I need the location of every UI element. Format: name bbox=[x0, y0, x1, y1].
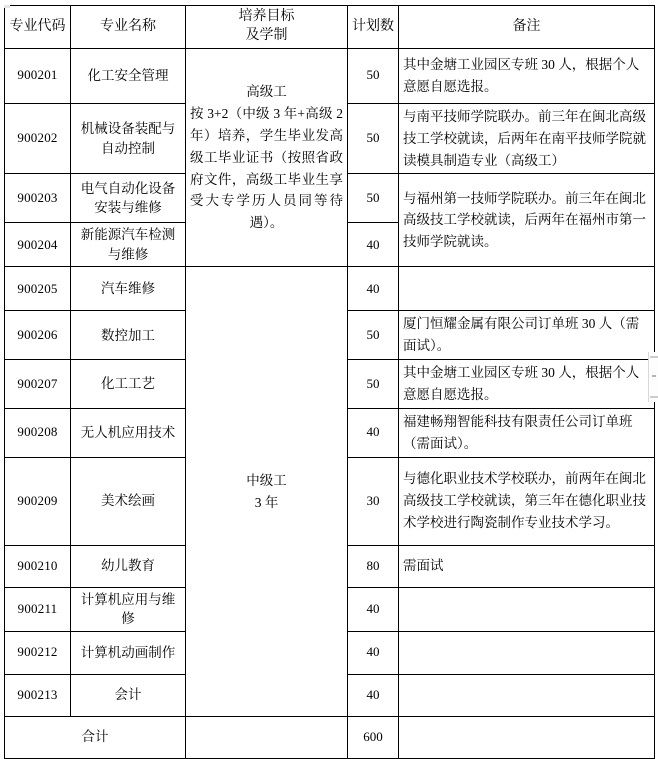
cell-name: 新能源汽车检测与维修 bbox=[71, 223, 186, 267]
table-body bbox=[5, 48, 655, 758]
cell-code: 900201 bbox=[5, 48, 71, 103]
cell-code: 900208 bbox=[5, 408, 71, 457]
goal-intermediate-duration: 3 年 bbox=[254, 494, 279, 510]
cell-remark: 厦门恒耀金属有限公司订单班 30 人（需面试）。 bbox=[399, 311, 655, 360]
cell-code: 900204 bbox=[5, 223, 71, 267]
cell-goal-intermediate bbox=[186, 267, 348, 716]
scrollbar-track-top bbox=[650, 356, 658, 358]
cell-name: 幼儿教育 bbox=[71, 545, 186, 587]
table-header bbox=[5, 6, 655, 49]
scrollbar-track-bottom bbox=[650, 396, 658, 398]
cell-remark: 与福州第一技师学院联办。前三年在闽北高级技工学校就读，后两年在福州市第一技师学院就读。 bbox=[399, 174, 655, 267]
total-goal bbox=[186, 716, 348, 758]
goal-senior-title: 高级工 bbox=[246, 84, 287, 100]
cell-code: 900205 bbox=[5, 267, 71, 311]
cell-name: 计算机应用与维修 bbox=[71, 587, 186, 631]
cell-name: 电气自动化设备安装与维修 bbox=[71, 174, 186, 223]
cell-code: 900213 bbox=[5, 674, 71, 716]
cell-code: 900210 bbox=[5, 545, 71, 587]
cell-name: 美术绘画 bbox=[71, 457, 186, 545]
cell-plan: 50 bbox=[348, 174, 399, 223]
cell-code: 900212 bbox=[5, 631, 71, 674]
column-header-code: 专业代码 bbox=[5, 6, 71, 49]
cell-plan: 40 bbox=[348, 408, 399, 457]
cell-code: 900211 bbox=[5, 587, 71, 631]
column-header-name: 专业名称 bbox=[71, 6, 186, 49]
scrollbar-artifact[interactable] bbox=[648, 352, 658, 402]
cell-name: 计算机动画制作 bbox=[71, 631, 186, 674]
header-row bbox=[5, 6, 655, 49]
total-remark bbox=[399, 716, 655, 758]
cell-plan: 40 bbox=[348, 674, 399, 716]
cell-name: 化工工艺 bbox=[71, 360, 186, 409]
scrollbar-thumb[interactable] bbox=[652, 375, 656, 377]
column-header-goal-line1: 培养目标 bbox=[238, 9, 295, 24]
cell-name: 机械设备装配与自动控制 bbox=[71, 103, 186, 174]
cell-plan: 40 bbox=[348, 631, 399, 674]
cell-remark: 福建畅翔智能科技有限责任公司订单班（需面试）。 bbox=[399, 408, 655, 457]
enrollment-plan-table bbox=[4, 5, 655, 759]
cell-plan: 30 bbox=[348, 457, 399, 545]
table-row bbox=[5, 48, 655, 103]
cell-remark: 需面试 bbox=[399, 545, 655, 587]
column-header-goal-line2: 及学制 bbox=[245, 27, 288, 43]
cell-code: 900206 bbox=[5, 311, 71, 360]
cell-plan: 50 bbox=[348, 311, 399, 360]
cell-name: 化工安全管理 bbox=[71, 48, 186, 103]
cell-goal-senior bbox=[186, 48, 348, 267]
cell-code: 900209 bbox=[5, 457, 71, 545]
cell-remark bbox=[399, 674, 655, 716]
cell-plan: 80 bbox=[348, 545, 399, 587]
cell-remark bbox=[399, 267, 655, 311]
cell-code: 900202 bbox=[5, 103, 71, 174]
cell-remark: 其中金塘工业园区专班 30 人，根据个人意愿自愿选报。 bbox=[399, 360, 655, 409]
cell-name: 无人机应用技术 bbox=[71, 408, 186, 457]
cell-plan: 40 bbox=[348, 587, 399, 631]
cell-remark bbox=[399, 631, 655, 674]
cell-plan: 50 bbox=[348, 103, 399, 174]
total-label: 合计 bbox=[5, 716, 186, 758]
cell-remark: 其中金塘工业园区专班 30 人，根据个人意愿自愿选报。 bbox=[399, 48, 655, 103]
cell-name: 数控加工 bbox=[71, 311, 186, 360]
cell-code: 900203 bbox=[5, 174, 71, 223]
column-header-plan: 计划数 bbox=[348, 6, 399, 49]
cell-plan: 40 bbox=[348, 223, 399, 267]
cell-code: 900207 bbox=[5, 360, 71, 409]
total-row bbox=[5, 716, 655, 758]
plan-table-wrapper bbox=[4, 5, 654, 759]
goal-intermediate-title: 中级工 bbox=[246, 472, 287, 488]
cell-name: 汽车维修 bbox=[71, 267, 186, 311]
cell-remark: 与南平技师学院联办。前三年在闽北高级技工学校就读，后两年在南平技师学院就读模具制造专业（高级工） bbox=[399, 103, 655, 174]
cell-remark bbox=[399, 587, 655, 631]
table-row bbox=[5, 267, 655, 311]
cell-plan: 50 bbox=[348, 48, 399, 103]
corner-artifact bbox=[4, 5, 10, 8]
cell-plan: 40 bbox=[348, 267, 399, 311]
total-plan: 600 bbox=[348, 716, 399, 758]
cell-remark: 与德化职业技术学校联办，前两年在闽北高级技工学校就读，第三年在德化职业技术学校进行陶瓷制作专业技术学习。 bbox=[399, 457, 655, 545]
cell-plan: 50 bbox=[348, 360, 399, 409]
column-header-remark: 备注 bbox=[399, 6, 655, 49]
cell-name: 会计 bbox=[71, 674, 186, 716]
goal-senior-body: 按 3+2（中级 3 年+高级 2 年）培养，学生毕业发高级工毕业证书（按照省政府文件，高级工毕业生享受大专学历人员同等待遇）。 bbox=[190, 105, 343, 231]
column-header-goal bbox=[186, 6, 348, 49]
